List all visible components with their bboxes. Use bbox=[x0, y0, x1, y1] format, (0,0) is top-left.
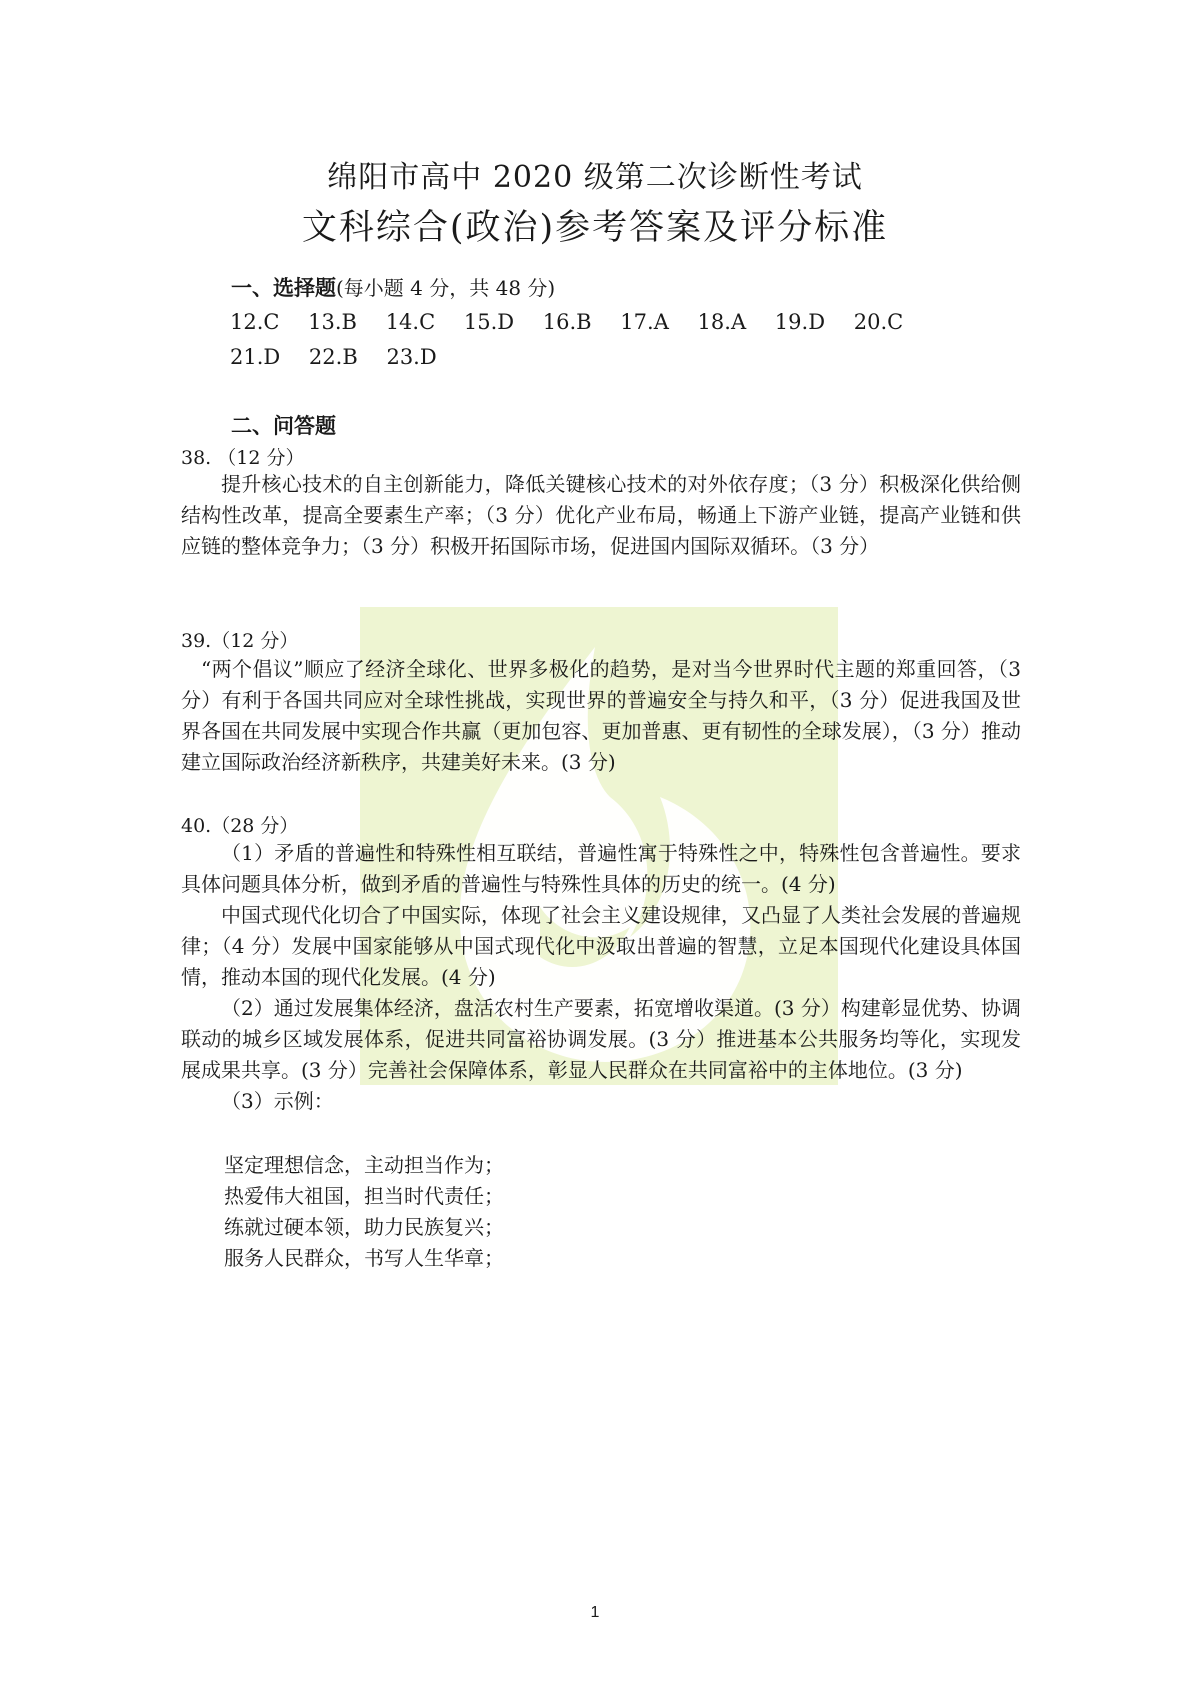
question-38-text: 提升核心技术的自主创新能力，降低关键核心技术的对外依存度；（3 分）积极深化供给侧结构性改革，提高全要素生产率；（3 分）优化产业布局，畅通上下游产业链，提高产业链和供应链的整体竞争力；（3 分）积极开拓国际市场，促进国内国际双循环。（3 分） bbox=[181, 472, 1021, 558]
answers-row-1 bbox=[230, 305, 925, 339]
answer-item: 21.D bbox=[230, 345, 281, 369]
answer-item: 13.B bbox=[308, 310, 357, 334]
section1-note: (每小题 4 分，共 48 分) bbox=[336, 276, 556, 300]
question-38-answer bbox=[181, 469, 1021, 562]
answer-item: 14.C bbox=[385, 310, 436, 334]
question-39-head: 39.（12 分） bbox=[181, 630, 299, 652]
answer-item: 20.C bbox=[853, 310, 904, 334]
page-number: 1 bbox=[590, 1604, 600, 1621]
example-line: 坚定理想信念，主动担当作为； bbox=[224, 1153, 504, 1177]
answer-item: 18.A bbox=[697, 310, 747, 334]
question-40-part1: （1）矛盾的普遍性和特殊性相互联结，普遍性寓于特殊性之中，特殊性包含普遍性。要求具体问题具体分析，做到矛盾的普遍性与特殊性具体的历史的统一。(4 分) bbox=[181, 841, 1021, 896]
answer-item: 16.B bbox=[542, 310, 592, 334]
question-40-part1-extra: 中国式现代化切合了中国实际，体现了社会主义建设规律，又凸显了人类社会发展的普遍规律；（4 分）发展中国家能够从中国式现代化中汲取出普遍的智慧，立足本国现代化建设具体国情，推动本国的现代化发展。(4 分) bbox=[181, 903, 1021, 989]
example-list bbox=[224, 1150, 504, 1274]
section1-heading bbox=[231, 272, 555, 302]
question-39-answer bbox=[181, 654, 1021, 778]
question-38-head: 38. （12 分） bbox=[181, 447, 305, 469]
answer-item: 12.C bbox=[230, 310, 280, 334]
section2-heading: 二、问答题 bbox=[231, 414, 336, 438]
example-line: 热爱伟大祖国，担当时代责任； bbox=[224, 1184, 504, 1208]
answer-item: 17.A bbox=[620, 310, 669, 334]
question-40-answer bbox=[181, 838, 1021, 1117]
answer-item: 15.D bbox=[463, 310, 515, 334]
answer-item: 19.D bbox=[774, 310, 826, 334]
document-title: 绵阳市高中 2020 级第二次诊断性考试 bbox=[327, 160, 863, 195]
answer-item: 22.B bbox=[308, 345, 358, 369]
question-40-part3-head: （3）示例： bbox=[221, 1089, 334, 1113]
question-40-head: 40.（28 分） bbox=[181, 815, 299, 837]
document-subtitle: 文科综合(政治)参考答案及评分标准 bbox=[301, 208, 889, 248]
section1-title: 一、选择题 bbox=[231, 276, 336, 300]
example-line: 练就过硬本领，助力民族复兴； bbox=[224, 1215, 504, 1239]
example-line: 服务人民群众，书写人生华章； bbox=[224, 1246, 504, 1270]
question-40-part2: （2）通过发展集体经济，盘活农村生产要素，拓宽增收渠道。(3 分）构建彰显优势、协调联动的城乡区域发展体系，促进共同富裕协调发展。(3 分）推进基本公共服务均等化，实现发展成果共享。(3 分）完善社会保障体系，彰显人民群众在共同富裕中的主体地位。(3 分) bbox=[181, 996, 1021, 1082]
question-39-text: “两个倡议”顺应了经济全球化、世界多极化的趋势，是对当今世界时代主题的郑重回答，（3 分）有利于各国共同应对全球性挑战，实现世界的普遍安全与持久和平，（3 分）促进我国及世界各国在共同发展中实现合作共赢（更加包容、更加普惠、更有韧性的全球发展），（3 分）推动建立国际政治经济新秩序，共建美好未来。(3 分) bbox=[181, 657, 1021, 774]
answers-row-2 bbox=[230, 340, 459, 374]
answer-item: 23.D bbox=[386, 345, 437, 369]
